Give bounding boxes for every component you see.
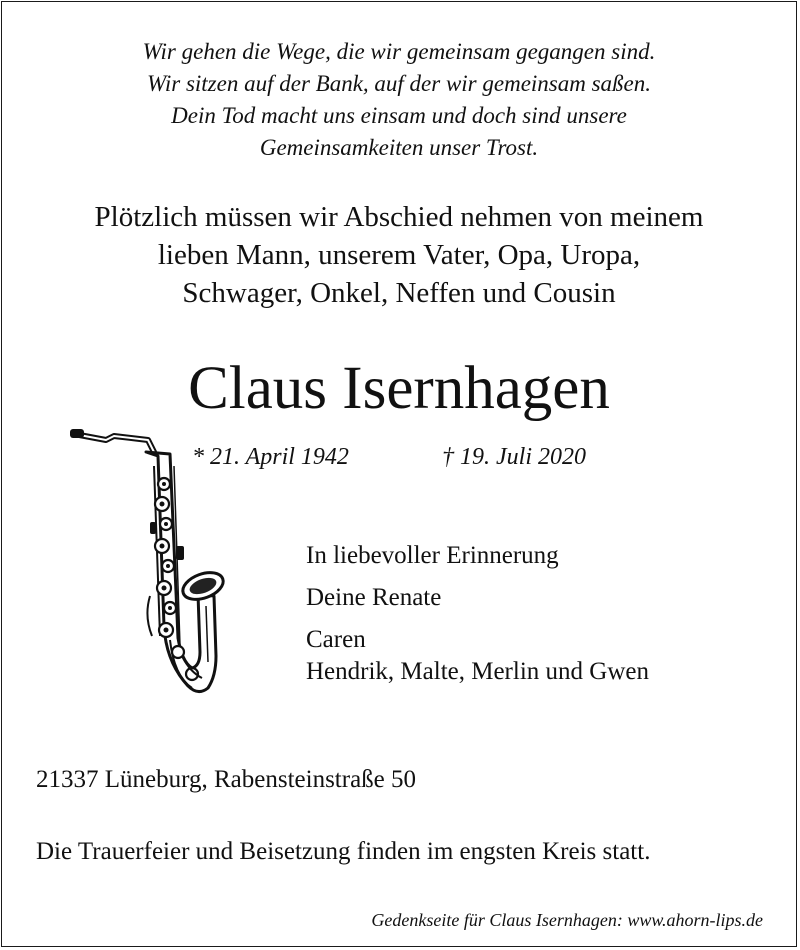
mourners-block — [306, 540, 649, 688]
saxophone-illustration — [66, 426, 236, 726]
grandchildren-names: Hendrik, Malte, Merlin und Gwen — [306, 658, 649, 685]
memorial-poem — [2, 36, 796, 164]
child-name: Caren — [306, 626, 366, 653]
announcement-line: Schwager, Onkel, Neffen und Cousin — [182, 277, 616, 309]
poem-line: Gemeinsamkeiten unser Trost. — [259, 135, 539, 160]
announcement-line: Plötzlich müssen wir Abschied nehmen von meinem — [94, 201, 704, 233]
poem-line: Wir gehen die Wege, die wir gemeinsam gegangen sind. — [142, 39, 656, 64]
poem-line: Wir sitzen auf der Bank, auf der wir gemeinsam saßen. — [146, 71, 652, 96]
announcement-line: lieben Mann, unserem Vater, Opa, Uropa, — [157, 239, 641, 271]
ceremony-note: Die Trauerfeier und Beisetzung finden im engsten Kreis statt. — [36, 838, 651, 865]
deceased-name: Claus Isernhagen — [188, 355, 610, 422]
death-date: † 19. Juli 2020 — [442, 444, 586, 470]
obituary-notice — [1, 1, 797, 947]
birth-date: * 21. April 1942 — [192, 444, 349, 470]
remembrance-line: In liebevoller Erinnerung — [306, 542, 559, 569]
memorial-page-link[interactable]: Gedenkseite für Claus Isernhagen: www.ahorn-lips.de — [371, 910, 763, 930]
address: 21337 Lüneburg, Rabensteinstraße 50 — [36, 766, 417, 793]
wife-name: Deine Renate — [306, 584, 442, 611]
announcement-text — [2, 198, 796, 312]
poem-line: Dein Tod macht uns einsam und doch sind unsere — [171, 103, 627, 128]
